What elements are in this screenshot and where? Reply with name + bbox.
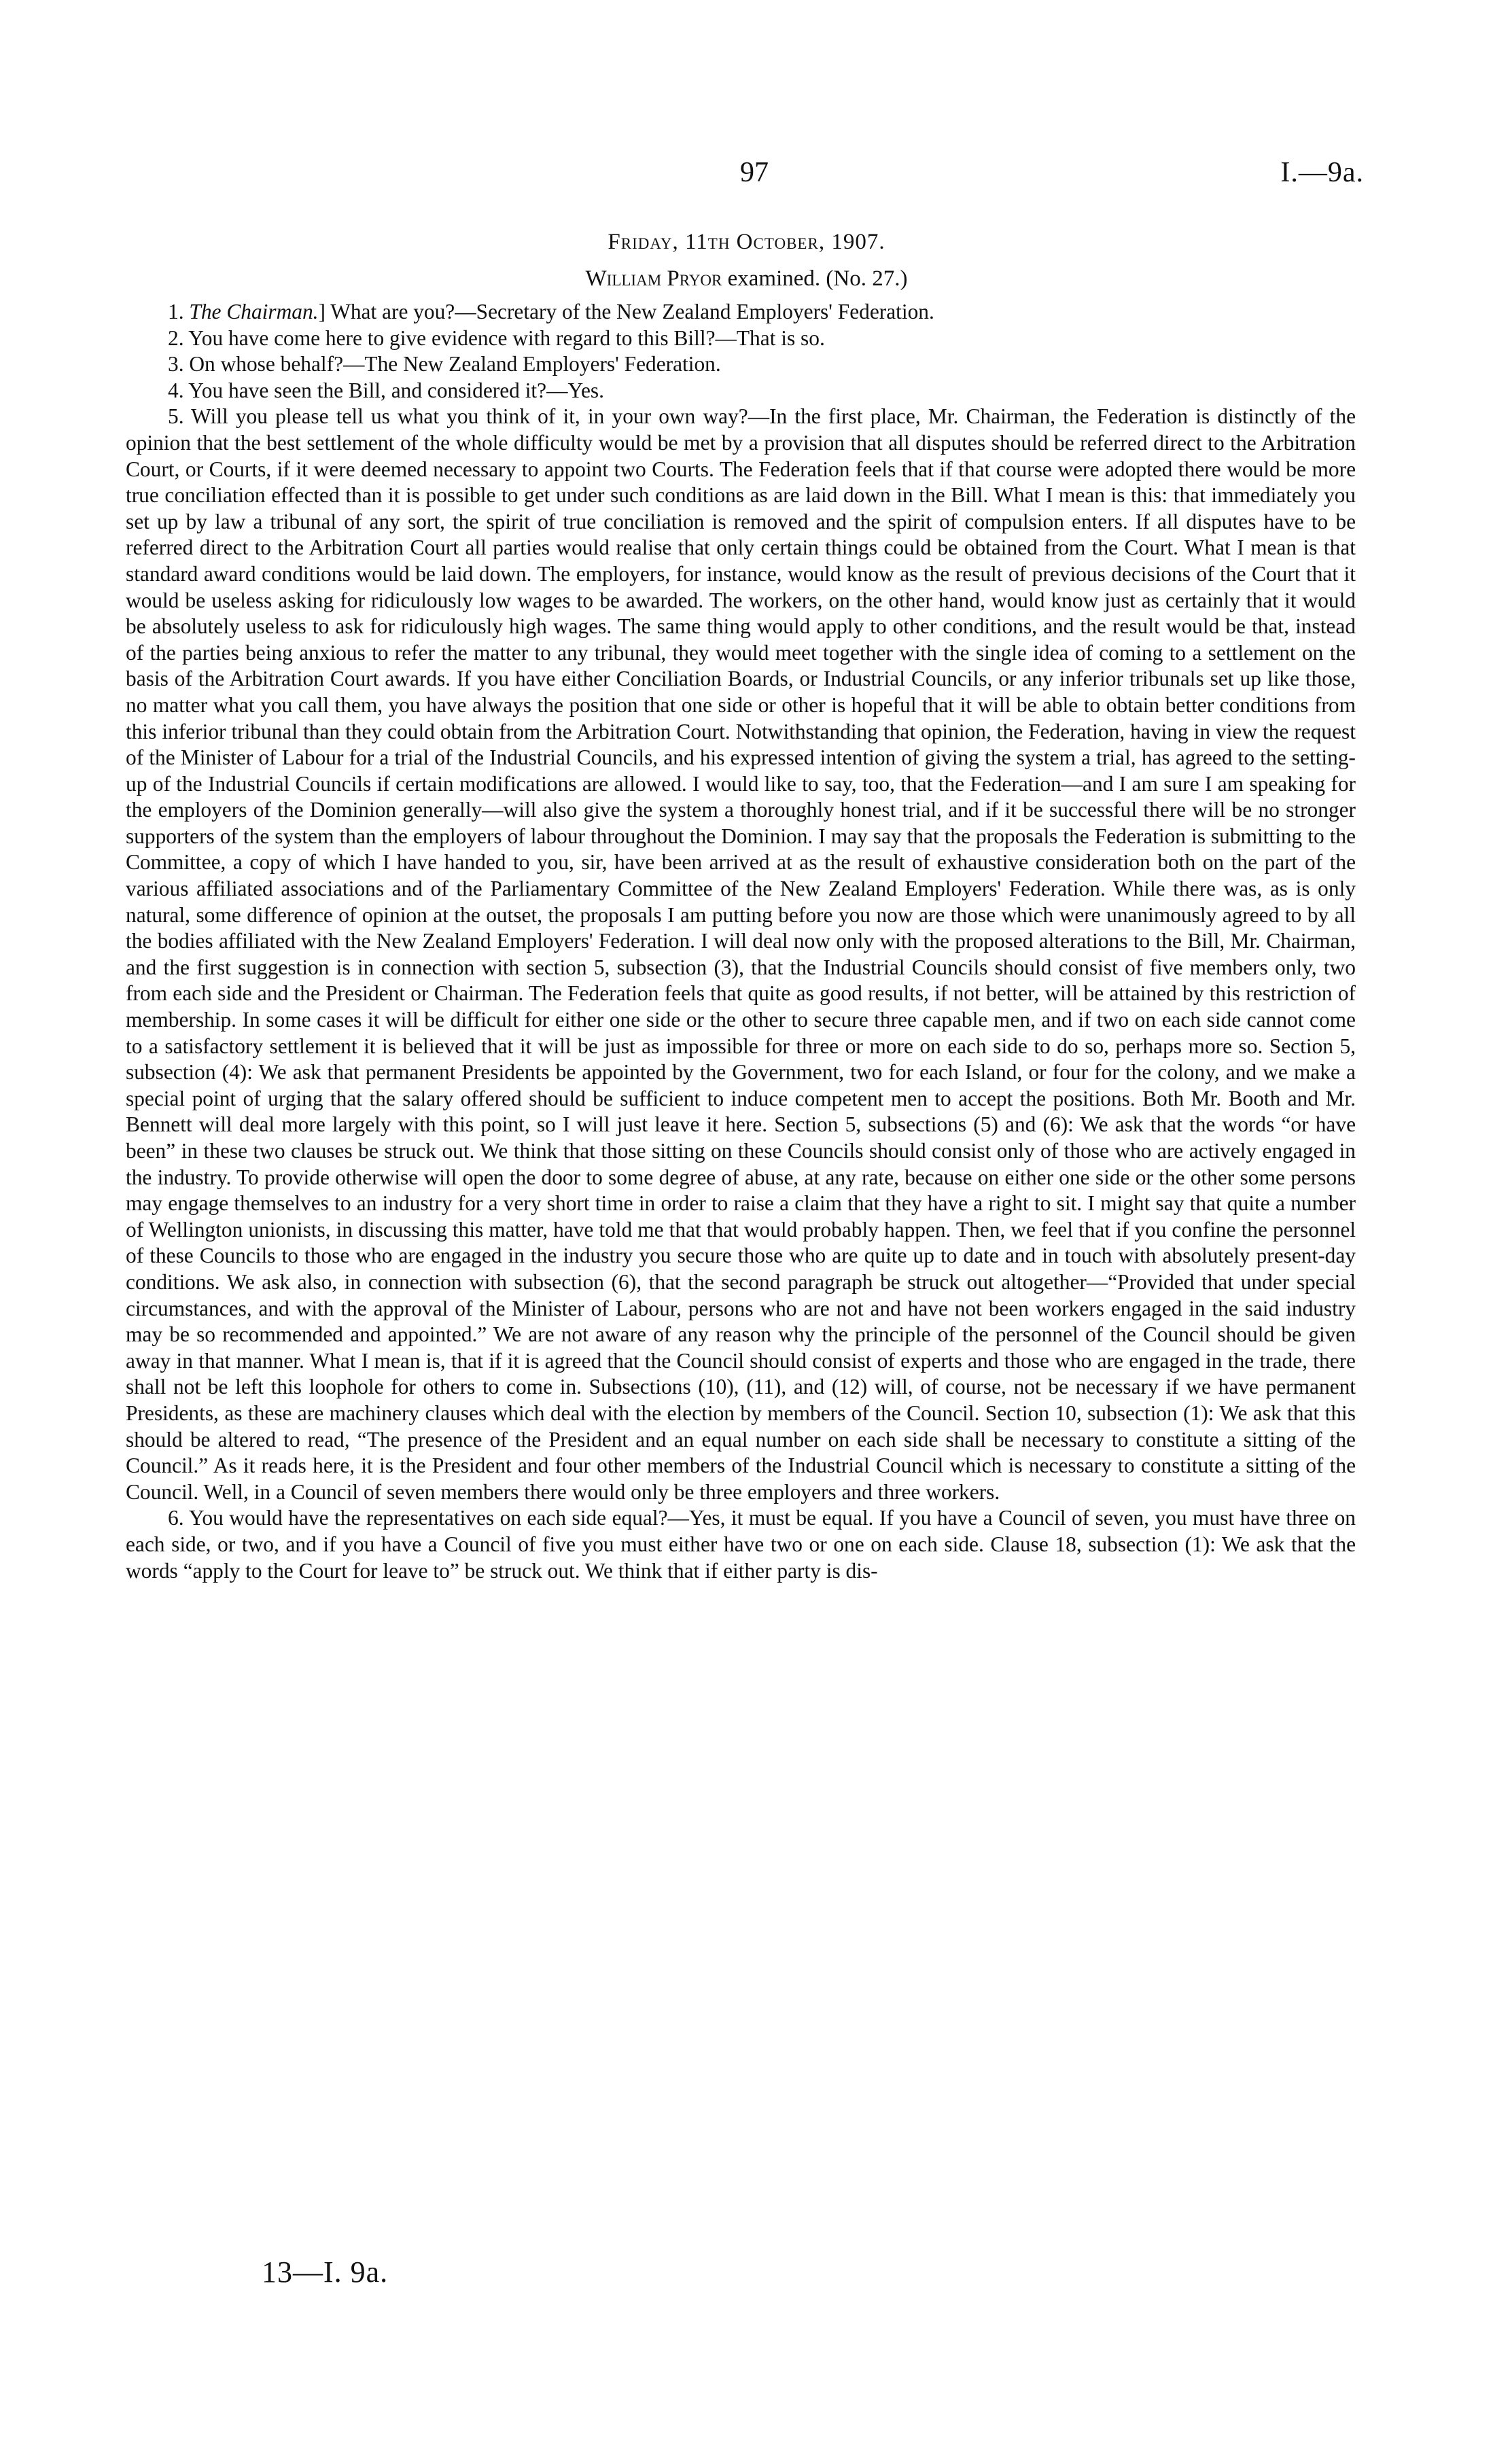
paragraph-number: 4.	[168, 378, 189, 402]
paragraph-number: 2.	[168, 325, 189, 350]
paragraph-text: ] What are you?—Secretary of the New Zealand Employers' Federation.	[318, 300, 934, 323]
witness-status: examined. (No. 27.)	[722, 266, 908, 291]
printer-signature: 13—I. 9a.	[262, 2255, 389, 2289]
evidence-body	[126, 299, 1356, 1584]
paragraph-text: Will you please tell us what you think of it, in your own way?—In the first place, Mr. Chairman, the Federation is distinctly of the opinion that the best settlement of the whole difficulty would be met by a provision that all disputes should be referred direct to the Arbitration Court, or Courts, if it were deemed necessary to appoint two Courts. The Federation feels that if that course were adopted there would be more true conciliation effected than it is possible to get under such conditions as are laid down in the Bill. What I mean is this: that immediately you set up by law a tribunal of any sort, the spirit of true conciliation is removed and the spirit of compulsion enters. If all disputes have to be referred direct to the Arbitration Court all parties would realise that only certain things could be obtained from the Court. What I mean is that standard award conditions would be laid down. The employers, for instance, would know as the result of previous decisions of the Court that it would be useless asking for ridiculously low wages to be awarded. The workers, on the other hand, would know just as certainly that it would be absolutely useless to ask for ridiculously high wages. The same thing would apply to other conditions, and the result would be that, instead of the parties being anxious to refer the matter to any tribunal, they would meet together with the single idea of coming to a settlement on the basis of the Arbitration Court awards. If you have either Conciliation Boards, or Industrial Councils, or any inferior tribunals set up like those, no matter what you call them, you have always the position that one side or other is hopeful that it will be able to obtain better conditions from this inferior tribunal than they could obtain from the Arbitration Court. Notwithstanding that opinion, the Federation, having in view the request of the Minister of Labour for a trial of the Industrial Councils, and his expressed intention of giving the system a trial, has agreed to the setting-up of the Industrial Councils if certain modifications are allowed. I would like to say, too, that the Federation—and I am sure I am speaking for the employers of the Dominion generally—will also give the system a thoroughly honest trial, and if it be successful there will be no stronger supporters of the system than the employers of labour throughout the Dominion. I may say that the proposals the Federation is submitting to the Committee, a copy of which I have handed to you, sir, have been arrived at as the result of exhaustive consideration both on the part of the various affiliated associations and of the Parliamentary Committee of the New Zealand Employers' Federation. While there was, as is only natural, some difference of opinion at the outset, the proposals I am putting before you now are those which were unanimously agreed to by all the bodies affiliated with the New Zealand Employers' Federation. I will deal now only with the proposed alterations to the Bill, Mr. Chairman, and the first suggestion is in connection with section 5, subsection (3), that the Industrial Councils should consist of five members only, two from each side and the President or Chairman. The Federation feels that quite as good results, if not better, will be attained by this restriction of membership. In some cases it will be difficult for either one side or the other to secure three capable men, and if two on each side cannot come to a satisfactory settlement it is believed that it will be just as impossible for three or more on each side to do so, perhaps more so. Section 5, subsection (4): We ask that permanent Presidents be appointed by the Government, two for each Island, or four for the colony, and we make a special point of urging that the salary offered should be sufficient to induce competent men to accept the positions. Both Mr. Booth and Mr. Bennett will deal more largely with this point, so I will just leave it here. Section 5, subsections (5) and (6): We ask that the words “or have been” in these two clauses be struck out. We think that those sitting on these Councils should consist only of those who are actively engaged in the industry. To provide otherwise will open the door to some degree of abuse, at any rate, because on either one side or the other some persons may engage themselves to an industry for a very short time in order to raise a claim that they have a right to sit. I might say that quite a number of Wellington unionists, in discussing this matter, have told me that that would probably happen. Then, we feel that if you confine the personnel of these Councils to those who are engaged in the industry you secure those who are quite up to date and in touch with absolutely present-day conditions. We ask also, in connection with subsection (6), that the second paragraph be struck out altogether—“Provided that under special circumstances, and with the approval of the Minister of Labour, persons who are not and have not been workers engaged in the said industry may be so recommended and appointed.” We are not aware of any reason why the principle of the personnel of the Council should be given away in that manner. What I mean is, that if it is agreed that the Council should consist of experts and those who are engaged in the trade, there shall not be left this loophole for others to come in. Subsections (10), (11), and (12) will, of course, not be necessary if we have permanent Presidents, as these are machinery clauses which deal with the election by members of the Council. Section 10, subsection (1): We ask that this should be altered to read, “The presence of the President and an equal number on each side shall be necessary to constitute a sitting of the Council.” As it reads here, it is the President and four other members of the Industrial Council which is necessary to constitute a sitting of the Council. Well, in a Council of seven members there would only be three employers and three workers.	[126, 404, 1356, 1504]
speaker: The Chairman.	[189, 300, 319, 323]
paragraph-number: 3.	[168, 352, 190, 376]
date-heading: Friday, 11th October, 1907.	[608, 230, 885, 254]
paragraph-text: On whose behalf?—The New Zealand Employers' Federation.	[189, 352, 721, 376]
paragraph-text: You have seen the Bill, and considered it?—Yes.	[188, 378, 604, 402]
paragraph-text: You would have the representatives on each side equal?—Yes, it must be equal. If you have a Council of seven, you must have three on each side, or two, and if you have a Council of five you must either have two or one on each side. Clause 18, subsection (1): We ask that the words “apply to the Court for leave to” be struck out. We think that if either party is dis-	[126, 1506, 1356, 1583]
paragraph	[126, 299, 1356, 325]
paragraph	[126, 325, 1356, 352]
witness-heading	[0, 266, 1493, 292]
paragraph-number: 6.	[168, 1506, 189, 1530]
page-number: 97	[740, 157, 769, 188]
paragraph	[126, 1505, 1356, 1584]
document-reference: I.—9a.	[1280, 157, 1364, 188]
paragraph	[126, 378, 1356, 404]
paragraph-number: 1.	[168, 300, 190, 323]
paragraph	[126, 404, 1356, 1505]
paragraph	[126, 351, 1356, 378]
paragraph-text: You have come here to give evidence with regard to this Bill?—That is so.	[188, 325, 825, 350]
witness-name: William Pryor	[585, 266, 722, 291]
paragraph-number: 5.	[168, 404, 192, 429]
